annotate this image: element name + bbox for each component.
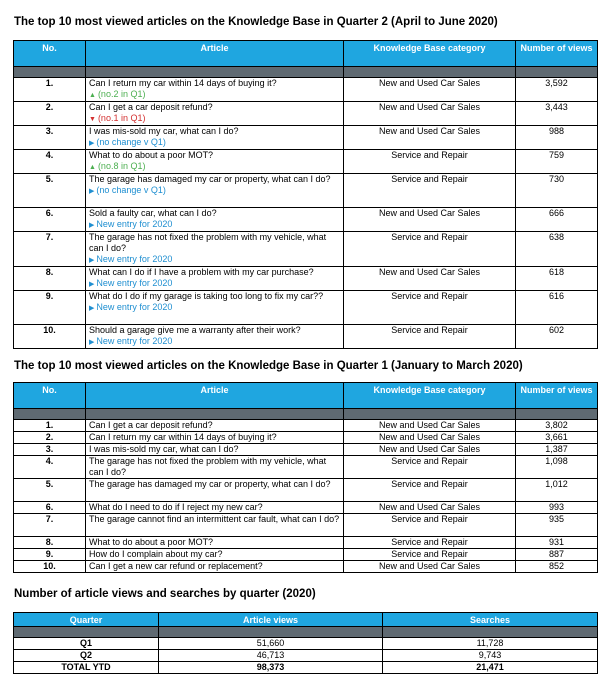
q2-title: The top 10 most viewed articles on the Knowledge Base in Quarter 2 (April to June 2020) [14, 16, 498, 28]
triangle-right-icon: ▶ [89, 339, 95, 346]
rank-cell: 9. [14, 291, 86, 325]
views-cell: 3,661 [516, 432, 598, 444]
table-row [14, 432, 598, 444]
category-cell: New and Used Car Sales [344, 561, 516, 573]
table-row [14, 102, 598, 126]
rank-cell: 2. [14, 102, 86, 126]
quarter-cell: Q1 [14, 638, 159, 650]
table-row [14, 325, 598, 349]
header-spacer-row [14, 67, 598, 78]
trend-note [89, 336, 340, 348]
rank-cell: 3. [14, 444, 86, 456]
table-row [14, 174, 598, 208]
article-title: What can I do if I have a problem with my car purchase? [89, 267, 314, 277]
rank-cell: 9. [14, 549, 86, 561]
table-row [14, 291, 598, 325]
triangle-right-icon: ▶ [89, 188, 95, 195]
column-header-article-views: Article views [159, 613, 383, 627]
category-cell: Service and Repair [344, 150, 516, 174]
category-cell: Service and Repair [344, 232, 516, 267]
views-cell: 935 [516, 514, 598, 537]
column-header-category: Knowledge Base category [344, 41, 516, 67]
article-cell: What do I need to do if I reject my new car? [86, 502, 344, 514]
rank-cell: 7. [14, 232, 86, 267]
article-cell: Can I return my car within 14 days of buying it? [86, 432, 344, 444]
table-row [14, 650, 598, 662]
article-cell: The garage has not fixed the problem with my vehicle, what can I do? [86, 456, 344, 479]
category-cell: Service and Repair [344, 291, 516, 325]
header-spacer-row [14, 409, 598, 420]
triangle-up-icon: ▲ [89, 164, 96, 171]
column-header-views: Number of views [516, 383, 598, 409]
article-cell [86, 78, 344, 102]
views-cell: 852 [516, 561, 598, 573]
column-header-article: Article [86, 41, 344, 67]
trend-note-text: New entry for 2020 [96, 254, 173, 264]
article-title: What do I do if my garage is taking too long to fix my car?? [89, 291, 324, 301]
views-cell: 3,443 [516, 102, 598, 126]
rank-cell: 6. [14, 502, 86, 514]
rank-cell: 1. [14, 78, 86, 102]
views-cell: 616 [516, 291, 598, 325]
article-cell: What to do about a poor MOT? [86, 537, 344, 549]
spacer-cell [516, 67, 598, 78]
table-row [14, 561, 598, 573]
views-cell: 759 [516, 150, 598, 174]
table-row [14, 502, 598, 514]
category-cell: Service and Repair [344, 325, 516, 349]
article-title: Should a garage give me a warranty after their work? [89, 325, 301, 335]
column-header-no: No. [14, 383, 86, 409]
table-row [14, 549, 598, 561]
trend-note [89, 89, 340, 101]
triangle-right-icon: ▶ [89, 140, 95, 147]
table-row [14, 479, 598, 502]
category-cell: Service and Repair [344, 537, 516, 549]
rank-cell: 4. [14, 150, 86, 174]
article-cell: How do I complain about my car? [86, 549, 344, 561]
article-views-cell: 98,373 [159, 662, 383, 674]
article-cell [86, 208, 344, 232]
rank-cell: 10. [14, 325, 86, 349]
spacer-cell [14, 409, 86, 420]
rank-cell: 10. [14, 561, 86, 573]
spacer-cell [344, 409, 516, 420]
column-header-article: Article [86, 383, 344, 409]
category-cell: New and Used Car Sales [344, 208, 516, 232]
column-header-searches: Searches [383, 613, 598, 627]
category-cell: New and Used Car Sales [344, 502, 516, 514]
table-row [14, 662, 598, 674]
trend-note-text: (no change v Q1) [96, 137, 166, 147]
category-cell: Service and Repair [344, 514, 516, 537]
q1-articles-table [13, 382, 598, 573]
article-views-cell: 51,660 [159, 638, 383, 650]
triangle-right-icon: ▶ [89, 305, 95, 312]
rank-cell: 8. [14, 537, 86, 549]
article-cell [86, 291, 344, 325]
category-cell: Service and Repair [344, 174, 516, 208]
article-cell [86, 325, 344, 349]
triangle-right-icon: ▶ [89, 257, 95, 264]
views-cell: 988 [516, 126, 598, 150]
rank-cell: 2. [14, 432, 86, 444]
table-row [14, 208, 598, 232]
category-cell: New and Used Car Sales [344, 420, 516, 432]
trend-note [89, 278, 340, 290]
category-cell: New and Used Car Sales [344, 102, 516, 126]
views-cell: 3,802 [516, 420, 598, 432]
views-cell: 1,012 [516, 479, 598, 502]
column-header-no: No. [14, 41, 86, 67]
q1-title: The top 10 most viewed articles on the Knowledge Base in Quarter 1 (January to March 2020) [14, 360, 523, 372]
trend-note-text: New entry for 2020 [96, 219, 173, 229]
views-cell: 666 [516, 208, 598, 232]
table-row [14, 514, 598, 537]
category-cell: New and Used Car Sales [344, 78, 516, 102]
table-row [14, 444, 598, 456]
category-cell: New and Used Car Sales [344, 126, 516, 150]
spacer-cell [14, 627, 159, 638]
views-cell: 1,387 [516, 444, 598, 456]
table-row [14, 420, 598, 432]
spacer-cell [344, 67, 516, 78]
column-header-category: Knowledge Base category [344, 383, 516, 409]
trend-note-text: (no.8 in Q1) [97, 161, 146, 171]
article-title: Can I return my car within 14 days of buying it? [89, 78, 277, 88]
quarters-title: Number of article views and searches by quarter (2020) [14, 588, 316, 600]
spacer-cell [14, 67, 86, 78]
triangle-up-icon: ▲ [89, 92, 96, 99]
trend-note [89, 254, 340, 266]
article-cell [86, 174, 344, 208]
article-cell: Can I get a new car refund or replacement? [86, 561, 344, 573]
article-cell: I was mis-sold my car, what can I do? [86, 444, 344, 456]
spacer-cell [516, 409, 598, 420]
article-cell: The garage cannot find an intermittent car fault, what can I do? [86, 514, 344, 537]
rank-cell: 7. [14, 514, 86, 537]
article-title: The garage has not fixed the problem with my vehicle, what can I do? [89, 232, 327, 253]
triangle-down-icon: ▼ [89, 116, 96, 123]
views-cell: 3,592 [516, 78, 598, 102]
table-row [14, 267, 598, 291]
triangle-right-icon: ▶ [89, 222, 95, 229]
rank-cell: 1. [14, 420, 86, 432]
views-cell: 887 [516, 549, 598, 561]
trend-note [89, 137, 340, 149]
article-cell [86, 267, 344, 291]
article-title: I was mis-sold my car, what can I do? [89, 126, 239, 136]
triangle-right-icon: ▶ [89, 281, 95, 288]
table-row [14, 537, 598, 549]
table-row [14, 456, 598, 479]
spacer-cell [383, 627, 598, 638]
article-cell [86, 150, 344, 174]
quarterly-views-searches-table [13, 612, 598, 674]
article-cell: Can I get a car deposit refund? [86, 420, 344, 432]
q2-articles-table [13, 40, 598, 349]
views-cell: 730 [516, 174, 598, 208]
views-cell: 638 [516, 232, 598, 267]
trend-note-text: New entry for 2020 [96, 302, 173, 312]
category-cell: New and Used Car Sales [344, 444, 516, 456]
column-header-quarter: Quarter [14, 613, 159, 627]
trend-note [89, 161, 340, 173]
article-cell [86, 126, 344, 150]
views-cell: 993 [516, 502, 598, 514]
trend-note-text: New entry for 2020 [96, 278, 173, 288]
article-title: Can I get a car deposit refund? [89, 102, 213, 112]
spacer-cell [86, 67, 344, 78]
trend-note-text: New entry for 2020 [96, 336, 173, 346]
rank-cell: 4. [14, 456, 86, 479]
column-header-views: Number of views [516, 41, 598, 67]
views-cell: 931 [516, 537, 598, 549]
trend-note [89, 185, 340, 197]
trend-note [89, 219, 340, 231]
article-views-cell: 46,713 [159, 650, 383, 662]
views-cell: 618 [516, 267, 598, 291]
views-cell: 1,098 [516, 456, 598, 479]
table-row [14, 150, 598, 174]
category-cell: New and Used Car Sales [344, 432, 516, 444]
rank-cell: 8. [14, 267, 86, 291]
category-cell: New and Used Car Sales [344, 267, 516, 291]
quarter-cell: Q2 [14, 650, 159, 662]
article-cell [86, 102, 344, 126]
category-cell: Service and Repair [344, 456, 516, 479]
spacer-cell [86, 409, 344, 420]
article-title: Sold a faulty car, what can I do? [89, 208, 217, 218]
trend-note [89, 302, 340, 314]
rank-cell: 5. [14, 174, 86, 208]
trend-note-text: (no.2 in Q1) [97, 89, 146, 99]
article-cell: The garage has damaged my car or property, what can I do? [86, 479, 344, 502]
quarter-cell: TOTAL YTD [14, 662, 159, 674]
article-title: What to do about a poor MOT? [89, 150, 214, 160]
trend-note-text: (no.1 in Q1) [97, 113, 146, 123]
header-spacer-row [14, 627, 598, 638]
table-row [14, 232, 598, 267]
searches-cell: 21,471 [383, 662, 598, 674]
article-cell [86, 232, 344, 267]
searches-cell: 9,743 [383, 650, 598, 662]
category-cell: Service and Repair [344, 549, 516, 561]
spacer-cell [159, 627, 383, 638]
rank-cell: 3. [14, 126, 86, 150]
rank-cell: 5. [14, 479, 86, 502]
rank-cell: 6. [14, 208, 86, 232]
table-row [14, 126, 598, 150]
views-cell: 602 [516, 325, 598, 349]
trend-note [89, 113, 340, 125]
table-row [14, 78, 598, 102]
article-title: The garage has damaged my car or property, what can I do? [89, 174, 331, 184]
category-cell: Service and Repair [344, 479, 516, 502]
table-row [14, 638, 598, 650]
searches-cell: 11,728 [383, 638, 598, 650]
trend-note-text: (no change v Q1) [96, 185, 166, 195]
